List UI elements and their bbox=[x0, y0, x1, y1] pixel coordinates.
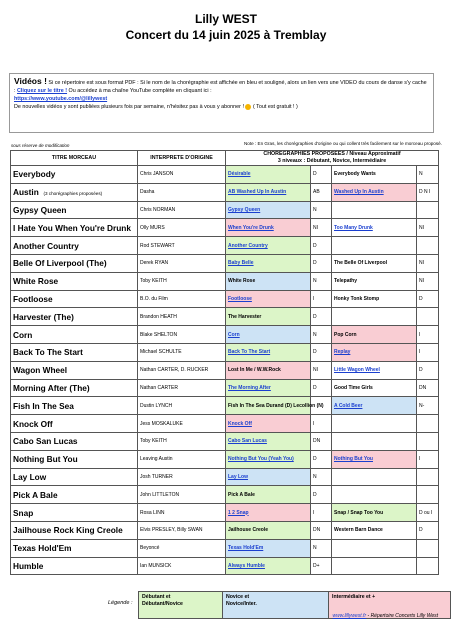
header-choreo: CHOREGRAPHIES PROPOSEES / Niveau Approximatif 3 niveaux : Débutant, Novice, Intermédiaire bbox=[226, 151, 439, 166]
legend-pink: Intermédiaire et + bbox=[329, 592, 451, 619]
choreo-2: The Belle Of Liverpool bbox=[332, 254, 417, 272]
choreo-2: Telepathy bbox=[332, 272, 417, 290]
videos-text-4: ( Tout est gratuit ! ) bbox=[251, 104, 298, 110]
choreo-2[interactable]: A Cold Beer bbox=[332, 397, 417, 415]
song-artist: Dasha bbox=[138, 183, 226, 201]
level-1: D bbox=[311, 450, 332, 468]
song-title-text: Fish In The Sea bbox=[13, 400, 74, 411]
song-artist: B.O. du Film bbox=[138, 290, 226, 308]
level-2 bbox=[417, 201, 439, 219]
song-title bbox=[11, 343, 138, 361]
table-row bbox=[11, 415, 439, 433]
level-1: N bbox=[311, 272, 332, 290]
song-title-text: Gypsy Queen bbox=[13, 204, 67, 215]
song-artist: Brandon HEATH bbox=[138, 308, 226, 326]
song-title bbox=[11, 468, 138, 486]
song-title-text: Pick A Bale bbox=[13, 489, 58, 500]
song-title-text: Nothing But You bbox=[13, 454, 78, 465]
choreo-1[interactable]: The Morning After bbox=[226, 379, 311, 397]
click-title-link[interactable]: Cliquez sur le titre ! bbox=[17, 88, 68, 94]
song-title bbox=[11, 201, 138, 219]
level-1: D bbox=[311, 486, 332, 504]
level-1: N bbox=[311, 326, 332, 344]
song-artist: Blake SHELTON bbox=[138, 326, 226, 344]
song-artist: Nathan CARTER bbox=[138, 379, 226, 397]
song-artist: Toby KEITH bbox=[138, 272, 226, 290]
level-1: D bbox=[311, 308, 332, 326]
level-2: N bbox=[417, 166, 439, 184]
level-1: I bbox=[311, 290, 332, 308]
footer-site-link[interactable]: www.lillywest.fr bbox=[332, 613, 367, 619]
level-2 bbox=[417, 237, 439, 255]
level-1: D bbox=[311, 166, 332, 184]
choreo-2[interactable]: Nothing But You bbox=[332, 450, 417, 468]
song-title bbox=[11, 326, 138, 344]
song-title-text: I Hate You When You're Drunk bbox=[13, 222, 131, 233]
song-artist: Toby KEITH bbox=[138, 432, 226, 450]
table-row bbox=[11, 201, 439, 219]
level-2 bbox=[417, 308, 439, 326]
table-row bbox=[11, 343, 439, 361]
song-artist: Josh TURNER bbox=[138, 468, 226, 486]
choreo-1: Pick A Bale bbox=[226, 486, 311, 504]
song-title bbox=[11, 308, 138, 326]
choreo-2 bbox=[332, 201, 417, 219]
song-title bbox=[11, 521, 138, 539]
song-artist: Chris JANSON bbox=[138, 166, 226, 184]
videos-label: Vidéos ! bbox=[14, 76, 47, 86]
song-title bbox=[11, 504, 138, 522]
song-title bbox=[11, 183, 138, 201]
choreo-1[interactable]: Texas Hold'Em bbox=[226, 539, 311, 557]
song-artist: Ian MUNSICK bbox=[138, 557, 226, 575]
table-row bbox=[11, 254, 439, 272]
youtube-link[interactable]: https://www.youtube.com/@lillywest bbox=[14, 96, 108, 102]
song-artist: Leaving Austin bbox=[138, 450, 226, 468]
choreo-2 bbox=[332, 468, 417, 486]
videos-text-1: Si ce répertoire est sous format PDF : Si le nom de la chorégraphie est affichée en bleu et souligné, alors un lien vers une VIDEO du cours de danse s'y cache : bbox=[14, 80, 427, 94]
song-title-text: Corn bbox=[13, 329, 33, 340]
table-row bbox=[11, 272, 439, 290]
choreo-1: White Rose bbox=[226, 272, 311, 290]
song-artist: Beyoncé bbox=[138, 539, 226, 557]
level-2: DN bbox=[417, 379, 439, 397]
level-1: I bbox=[311, 504, 332, 522]
videos-text-3: De nouvelles vidéos y sont publiées plusieurs fois par semaine, n'hésitez pas à vous y abonner ! bbox=[14, 104, 246, 110]
song-title-text: Harvester (The) bbox=[13, 311, 74, 322]
song-artist: Chris NORMAN bbox=[138, 201, 226, 219]
level-2: D bbox=[417, 361, 439, 379]
song-title-text: Belle Of Liverpool (The) bbox=[13, 258, 107, 269]
level-1: N bbox=[311, 468, 332, 486]
level-1: DN bbox=[311, 432, 332, 450]
song-artist: Nathan CARTER, D. RUCKER bbox=[138, 361, 226, 379]
level-2 bbox=[417, 557, 439, 575]
level-2: I bbox=[417, 343, 439, 361]
choreo-2[interactable]: Washed Up In Austin bbox=[332, 183, 417, 201]
level-1: D bbox=[311, 254, 332, 272]
song-title bbox=[11, 290, 138, 308]
level-1: D bbox=[311, 237, 332, 255]
choreo-1[interactable]: Lay Low bbox=[226, 468, 311, 486]
song-title-text: Everybody bbox=[13, 169, 56, 180]
choreo-2 bbox=[332, 486, 417, 504]
song-title-text: Knock Off bbox=[13, 418, 53, 429]
level-1: N bbox=[311, 201, 332, 219]
song-title bbox=[11, 219, 138, 237]
level-2: I bbox=[417, 450, 439, 468]
song-title bbox=[11, 557, 138, 575]
table-row bbox=[11, 237, 439, 255]
choreo-2: Everybody Wants bbox=[332, 166, 417, 184]
song-artist: Elvis PRESLEY, Billy SWAN bbox=[138, 521, 226, 539]
level-1: NI bbox=[311, 219, 332, 237]
choreo-2: Western Barn Dance bbox=[332, 521, 417, 539]
artist-name: Lilly WEST bbox=[194, 12, 257, 26]
song-title-text: Footloose bbox=[13, 293, 53, 304]
choreo-2: Pop Corn bbox=[332, 326, 417, 344]
choreo-1[interactable]: Knock Off bbox=[226, 415, 311, 433]
table-row bbox=[11, 326, 439, 344]
level-2: NI bbox=[417, 219, 439, 237]
choreo-2 bbox=[332, 539, 417, 557]
videos-text-2: Ou accédez à ma chaîne YouTube complète en cliquant ici : bbox=[67, 88, 212, 94]
choreo-2: Good Time Girls bbox=[332, 379, 417, 397]
level-2: I bbox=[417, 326, 439, 344]
table-row bbox=[11, 468, 439, 486]
choreo-1: Lost In Me / W.W.Rock bbox=[226, 361, 311, 379]
header-title: TITRE MORCEAU bbox=[11, 151, 138, 166]
level-1: AB bbox=[311, 183, 332, 201]
table-row bbox=[11, 166, 439, 184]
song-artist: Jess MOSKALUKE bbox=[138, 415, 226, 433]
choreo-1[interactable]: Baby Belle bbox=[226, 254, 311, 272]
song-title bbox=[11, 415, 138, 433]
song-title bbox=[11, 361, 138, 379]
level-2: NI bbox=[417, 254, 439, 272]
footer bbox=[333, 613, 439, 619]
song-title bbox=[11, 272, 138, 290]
choreo-1: The Harvester bbox=[226, 308, 311, 326]
table-row bbox=[11, 486, 439, 504]
level-2: D N I bbox=[417, 183, 439, 201]
song-title bbox=[11, 254, 138, 272]
song-artist: Michael SCHULTE bbox=[138, 343, 226, 361]
song-title-text: Humble bbox=[13, 560, 44, 571]
table-row bbox=[11, 308, 439, 326]
song-artist: Olly MURS bbox=[138, 219, 226, 237]
level-1: D bbox=[311, 343, 332, 361]
song-title-text: Another Country bbox=[13, 240, 79, 251]
song-title-text: White Rose bbox=[13, 276, 59, 287]
song-title bbox=[11, 539, 138, 557]
choreo-2 bbox=[332, 415, 417, 433]
choreo-2: Snap / Snap Too You bbox=[332, 504, 417, 522]
song-title bbox=[11, 450, 138, 468]
level-1: NI bbox=[311, 361, 332, 379]
level-1: N bbox=[311, 539, 332, 557]
level-2: NI bbox=[417, 272, 439, 290]
choreo-1[interactable]: Nothing But You (Yeah You) bbox=[226, 450, 311, 468]
level-2 bbox=[417, 415, 439, 433]
song-artist: Derek RYAN bbox=[138, 254, 226, 272]
song-title-text: Cabo San Lucas bbox=[13, 436, 78, 447]
song-artist: Rod STEWART bbox=[138, 237, 226, 255]
table-row bbox=[11, 219, 439, 237]
choreo-1[interactable]: 1 2 Snap bbox=[226, 504, 311, 522]
table-row bbox=[11, 539, 439, 557]
choreo-1[interactable]: Cabo San Lucas bbox=[226, 432, 311, 450]
level-2: D bbox=[417, 521, 439, 539]
song-title bbox=[11, 379, 138, 397]
song-artist: Rosa LINN bbox=[138, 504, 226, 522]
level-1: I bbox=[311, 415, 332, 433]
choreo-2[interactable]: Little Wagon Wheel bbox=[332, 361, 417, 379]
song-title-text: Texas Hold'Em bbox=[13, 543, 72, 554]
bold-note: Note : En Gras, les chorégraphies d'origine ou qui collent très facilement sur le morceau proposé. bbox=[243, 141, 442, 146]
choreo-2 bbox=[332, 308, 417, 326]
choreo-1[interactable]: Désirable bbox=[226, 166, 311, 184]
disclaimer-note: sous réserve de modification bbox=[11, 143, 70, 148]
song-title bbox=[11, 486, 138, 504]
choreo-1: Jailhouse Creole bbox=[226, 521, 311, 539]
level-2: D ou I bbox=[417, 504, 439, 522]
concert-title: Concert du 14 juin 2025 à Tremblay bbox=[125, 28, 327, 42]
song-artist: John LITTLETON bbox=[138, 486, 226, 504]
level-2 bbox=[417, 468, 439, 486]
song-title bbox=[11, 166, 138, 184]
choreo-1[interactable]: AB Washed Up In Austin bbox=[226, 183, 311, 201]
song-title-text: Lay Low bbox=[13, 471, 47, 482]
table-row bbox=[11, 290, 439, 308]
choreo-2[interactable]: Too Many Drunk bbox=[332, 219, 417, 237]
choreo-2 bbox=[332, 237, 417, 255]
level-2 bbox=[417, 432, 439, 450]
song-title-text: Morning After (The) bbox=[13, 382, 90, 393]
choreo-1[interactable]: Back To The Start bbox=[226, 343, 311, 361]
table-row bbox=[11, 397, 439, 415]
videos-info-box bbox=[9, 73, 434, 133]
song-title-text: Wagon Wheel bbox=[13, 365, 68, 376]
choreo-1[interactable]: Corn bbox=[226, 326, 311, 344]
legend-label: Légende : bbox=[108, 600, 133, 606]
song-title-text: Back To The Start bbox=[13, 347, 83, 358]
level-2 bbox=[417, 486, 439, 504]
song-subtitle: (3 chorégraphies proposées) bbox=[43, 191, 103, 197]
choreo-1: Fish In The Sea Durand (D) Lecollion (N) bbox=[226, 397, 311, 415]
choreo-1[interactable]: Gypsy Queen bbox=[226, 201, 311, 219]
level-2 bbox=[417, 539, 439, 557]
song-title bbox=[11, 397, 138, 415]
header-artist: INTERPRETE D'ORIGINE bbox=[138, 151, 226, 166]
legend-green: Débutant et Débutant/Novice bbox=[139, 592, 223, 619]
song-title bbox=[11, 237, 138, 255]
song-title-text: Austin bbox=[13, 187, 39, 198]
song-title bbox=[11, 432, 138, 450]
choreo-2: Honky Tonk Stomp bbox=[332, 290, 417, 308]
table-row bbox=[11, 432, 439, 450]
level-1: D+ bbox=[311, 557, 332, 575]
legend-blue: Novice et Novice/Inter. bbox=[223, 592, 329, 619]
song-artist: Dustin LYNCH bbox=[138, 397, 226, 415]
level-2: D bbox=[417, 290, 439, 308]
level-2: N- bbox=[417, 397, 439, 415]
level-1: D bbox=[311, 379, 332, 397]
table-row bbox=[11, 557, 439, 575]
level-1: DN bbox=[311, 521, 332, 539]
song-title-text: Snap bbox=[13, 507, 34, 518]
table-row bbox=[11, 504, 439, 522]
table-row bbox=[11, 450, 439, 468]
choreo-1[interactable]: Footloose bbox=[226, 290, 311, 308]
choreo-2[interactable]: Replay bbox=[332, 343, 417, 361]
footer-text: - Répertoire Concerts Lilly West bbox=[366, 613, 438, 619]
table-row bbox=[11, 183, 439, 201]
choreo-1[interactable]: Another Country bbox=[226, 237, 311, 255]
choreo-2 bbox=[332, 432, 417, 450]
choreo-2 bbox=[332, 557, 417, 575]
table-row bbox=[11, 521, 439, 539]
choreo-1[interactable]: Always Humble bbox=[226, 557, 311, 575]
repertoire-table bbox=[10, 150, 439, 575]
song-title-text: Jailhouse Rock King Creole bbox=[13, 525, 123, 536]
choreo-1[interactable]: When You're Drunk bbox=[226, 219, 311, 237]
table-row bbox=[11, 361, 439, 379]
table-row bbox=[11, 379, 439, 397]
